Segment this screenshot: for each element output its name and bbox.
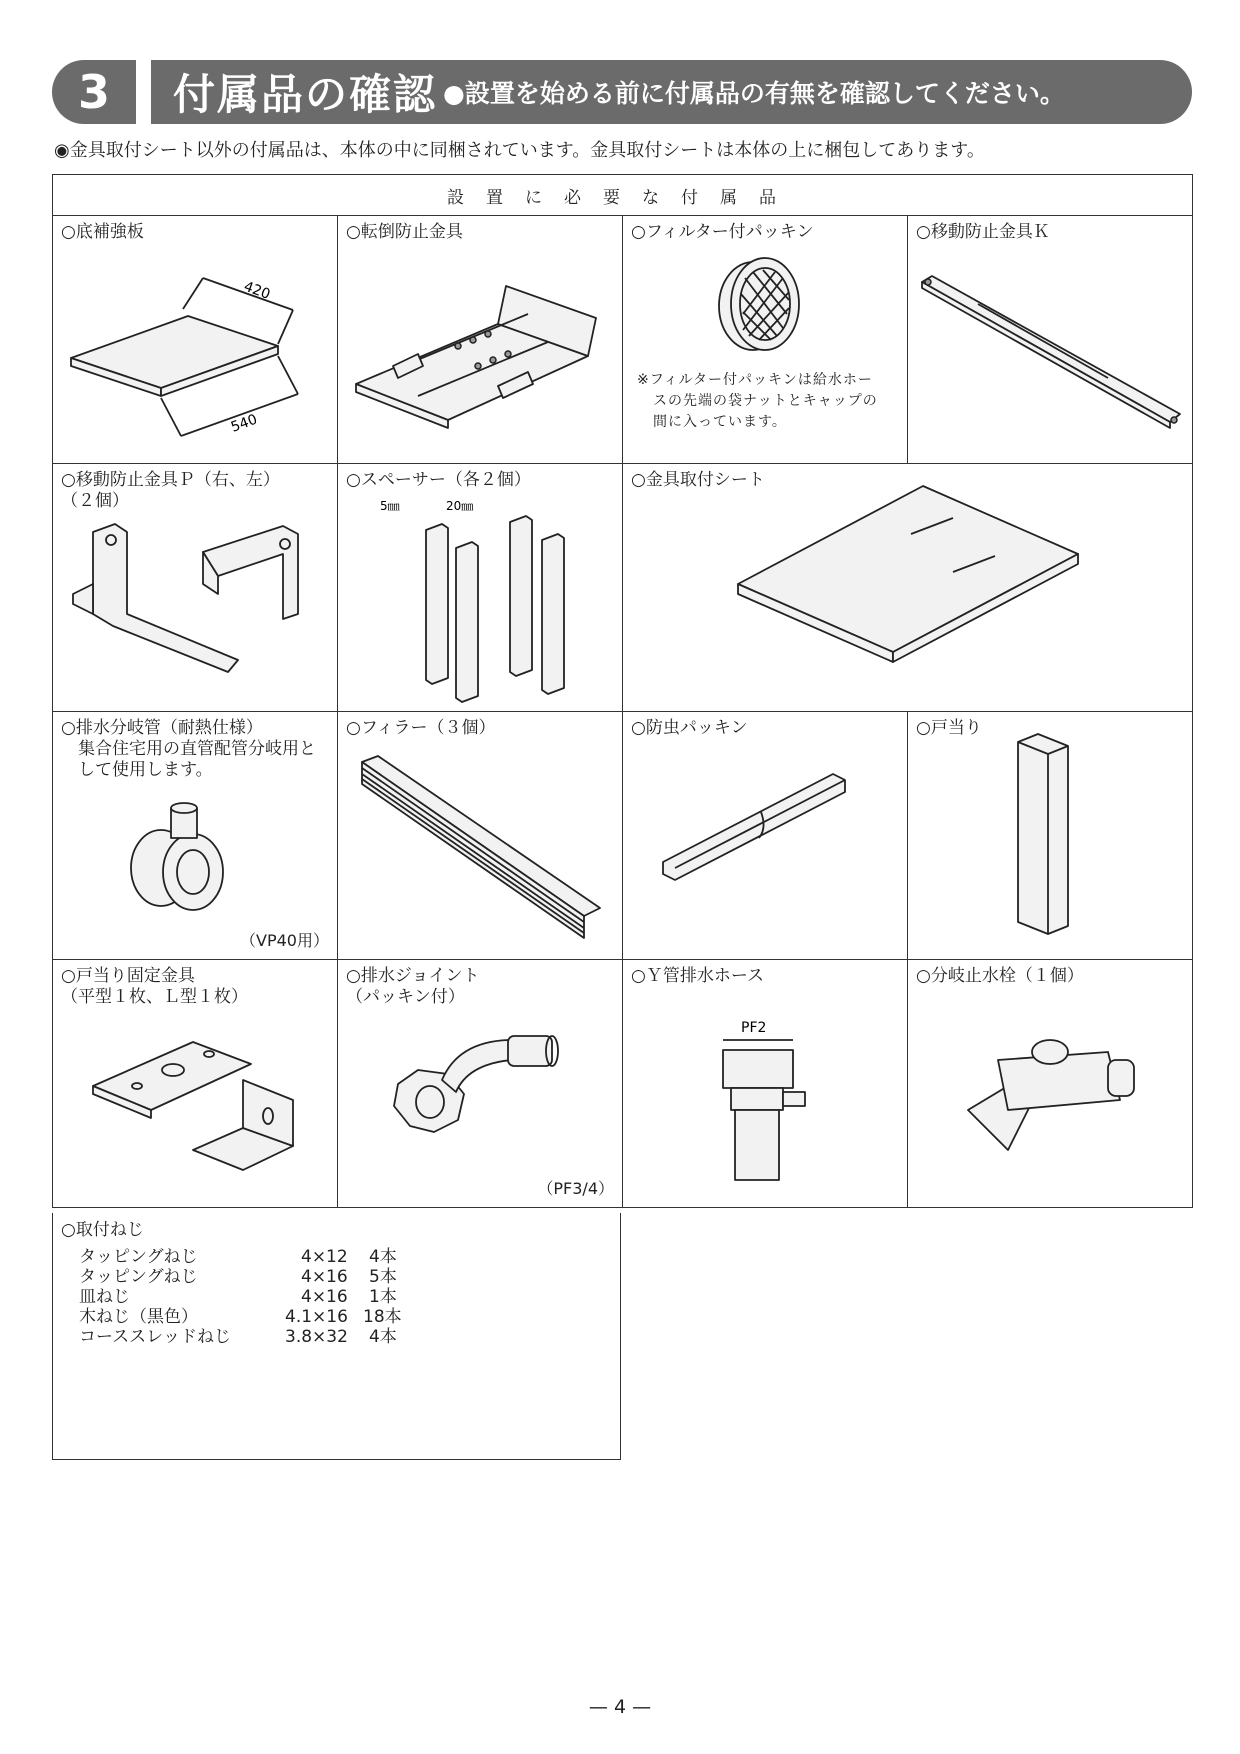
screw-row: [79, 1327, 397, 1347]
label-line: 集合住宅用の直管配管分岐用と: [61, 739, 316, 759]
screw-row: [79, 1307, 402, 1327]
screw-row: [79, 1287, 397, 1307]
label-line: して使用します。: [61, 760, 213, 780]
screw-name: コーススレッドねじ: [79, 1327, 231, 1347]
table-heading: 設置に必要な付属品: [53, 175, 1193, 216]
dimension-pf2: PF2: [741, 1020, 767, 1036]
item-branch-stop-valve: [908, 960, 1193, 1208]
mounting-sheet-icon: [623, 464, 1191, 711]
remark-line: ※フィルター付パッキンは給水ホー: [637, 372, 873, 388]
screws-label: ○取付ねじ: [61, 1220, 144, 1240]
screw-name: 皿ねじ: [79, 1287, 130, 1307]
screw-qty: 4本: [369, 1247, 397, 1267]
label-line: （パッキン付）: [346, 987, 465, 1007]
section-subtitle: ●設置を始める前に付属品の有無を確認してください。: [443, 79, 1065, 108]
movement-stopper-k-icon: [908, 216, 1192, 463]
screw-size: 4.1×16: [285, 1307, 348, 1327]
item-label: ○転倒防止金具: [346, 222, 463, 242]
anti-tip-bracket-icon: [338, 216, 622, 463]
item-drain-branch-pipe: [53, 712, 338, 960]
insect-packing-icon: [623, 712, 907, 959]
item-anti-tip-bracket: [338, 216, 623, 464]
item-label: ○フィルター付パッキン: [631, 222, 814, 242]
drain-joint-icon: [338, 960, 622, 1207]
item-label: ○Ｙ管排水ホース: [631, 966, 764, 986]
corner-note: （PF3/4）: [537, 1179, 614, 1198]
item-label: ○分岐止水栓（１個）: [916, 966, 1084, 986]
accessories-table: [52, 174, 1193, 1208]
item-label: ○戸当り: [916, 718, 982, 738]
remark-line: スの先端の袋ナットとキャップの: [653, 393, 878, 409]
label-line: ○戸当り固定金具: [61, 966, 195, 986]
screw-row: [79, 1247, 397, 1267]
filter-remark: [637, 370, 878, 433]
item-door-stop-bracket: [53, 960, 338, 1208]
spacer-icon: [338, 464, 622, 711]
screw-qty: 1本: [369, 1287, 397, 1307]
corner-note: （VP40用）: [240, 931, 329, 950]
item-movement-stopper-k: [908, 216, 1193, 464]
label-line: ○移動防止金具Ｐ（右、左）: [61, 470, 280, 490]
section-title: 付属品の確認: [173, 70, 438, 119]
item-movement-stopper-p: [53, 464, 338, 712]
screws-box: [52, 1213, 621, 1460]
dimension-540: 540: [228, 411, 260, 436]
label-line: ○排水分岐管（耐熱仕様）: [61, 718, 263, 738]
item-reinforcement-plate: [53, 216, 338, 464]
screw-qty: 4本: [369, 1327, 397, 1347]
item-y-drain-hose: [623, 960, 908, 1208]
item-label: ○金具取付シート: [631, 470, 765, 490]
item-drain-joint: [338, 960, 623, 1208]
label-line: ○排水ジョイント: [346, 966, 480, 986]
label-line: （２個）: [61, 491, 129, 511]
door-stop-icon: [908, 712, 1192, 959]
title-bar: [151, 60, 1192, 124]
item-filter-packing: [623, 216, 908, 464]
dimension-20mm: 20㎜: [446, 499, 474, 513]
item-mounting-sheet: [623, 464, 1193, 712]
screw-size: 4×16: [301, 1287, 348, 1307]
item-spacer: [338, 464, 623, 712]
packing-note: ◉金具取付シート以外の付属品は、本体の中に同梱されています。金具取付シートは本体の上に梱包してあります。: [54, 140, 985, 161]
screw-name: タッピングねじ: [79, 1267, 198, 1287]
drain-branch-pipe-icon: [53, 712, 337, 959]
label-line: （平型１枚、Ｌ型１枚）: [61, 987, 248, 1007]
item-label: ○防虫パッキン: [631, 718, 748, 738]
item-filler: [338, 712, 623, 960]
screw-size: 4×16: [301, 1267, 348, 1287]
remark-line: 間に入っています。: [653, 414, 787, 430]
section-number: 3: [52, 60, 136, 124]
screw-size: 4×12: [301, 1247, 348, 1267]
item-label: ○フィラー（３個）: [346, 718, 496, 738]
page-number: — 4 —: [588, 1696, 652, 1718]
screw-qty: 5本: [369, 1267, 397, 1287]
screw-name: 木ねじ（黒色）: [79, 1307, 198, 1327]
y-drain-hose-icon: [623, 960, 907, 1207]
branch-stop-valve-icon: [908, 960, 1192, 1207]
item-label: ○移動防止金具Ｋ: [916, 222, 1050, 242]
item-label: ○底補強板: [61, 222, 144, 242]
item-door-stop: [908, 712, 1193, 960]
screw-size: 3.8×32: [285, 1327, 348, 1347]
screw-row: [79, 1267, 397, 1287]
reinforcement-plate-icon: [53, 216, 337, 463]
dimension-420: 420: [241, 278, 273, 303]
filler-icon: [338, 712, 622, 959]
dimension-5mm: 5㎜: [380, 499, 400, 513]
screw-qty: 18本: [363, 1307, 402, 1327]
item-label: ○スペーサー（各２個）: [346, 470, 531, 490]
item-insect-packing: [623, 712, 908, 960]
screw-name: タッピングねじ: [79, 1247, 198, 1267]
movement-stopper-p-icon: [53, 464, 337, 711]
door-stop-bracket-icon: [53, 960, 337, 1207]
section-header: [52, 60, 1192, 124]
